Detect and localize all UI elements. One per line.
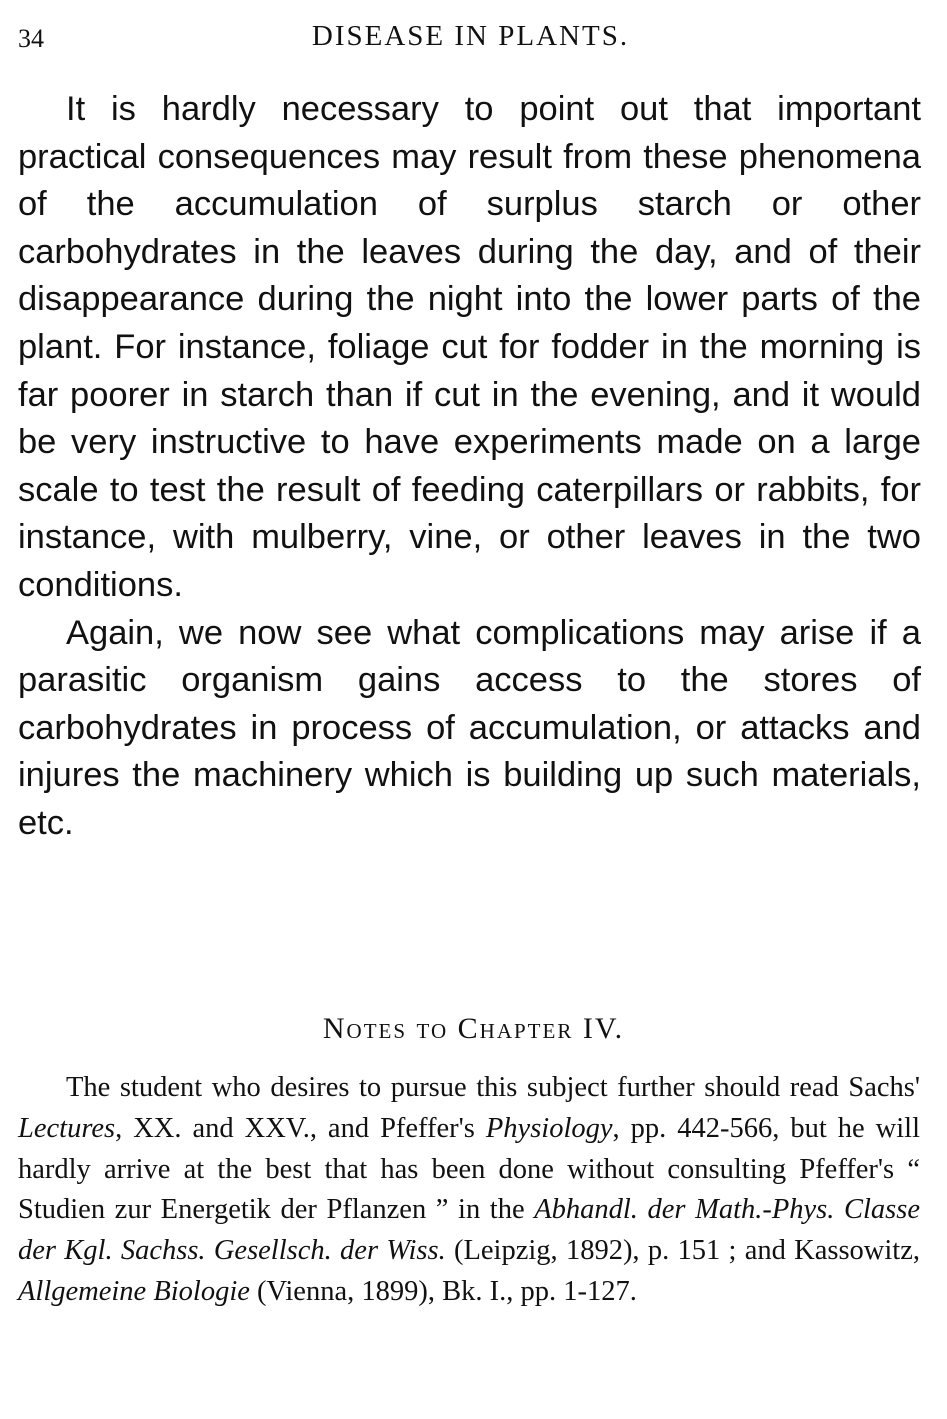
notes-text-3: , pp. 442-566, but he will hardly arrive at the best that has been done without consulting Pfeffer's “ Studien zur Energetik der Pflanzen ” in the (18, 1112, 920, 1226)
citation-abhandl: Abhandl. der Math.-Phys. Classe der Kgl. Sachss. Gesellsch. der Wiss. (18, 1194, 920, 1267)
notes-heading: Notes to Chapter IV. (322, 1012, 625, 1045)
body-paragraph-2: Again, we now see what complications may arise if a parasitic organism gains access to the stores of carbohydrates in process of accumulation, or attacks and injures the machinery which is building up such materials, etc. (18, 613, 921, 842)
citation-allgemeine-biologie: Allgemeine Biologie (18, 1275, 250, 1307)
notes-section (18, 1068, 920, 1313)
notes-text-4: (Leipzig, 1892), p. 151 ; and Kassowitz, (445, 1235, 921, 1267)
notes-paragraph (18, 1068, 920, 1313)
notes-text-1: The student who desires to pursue this subject further should read Sachs' (66, 1072, 920, 1103)
running-head: DISEASE IN PLANTS. (311, 20, 630, 52)
body-text (18, 86, 921, 848)
notes-text-5: (Vienna, 1899), Bk. I., pp. 1-127. (249, 1275, 637, 1307)
page-header (18, 18, 923, 58)
citation-physiology: Physiology (485, 1112, 613, 1144)
page-number: 34 (18, 24, 44, 53)
body-paragraph-1: It is hardly necessary to point out that important practical consequences may result from these phenomena of the accumulation of surplus starch or other carbohydrates in the leaves during the day, and of their disappearance during the night into the lower parts of the plant. For instance, foliage cut for fodder in the morning is far poorer in starch than if cut in the evening, and it would be very instructive to have experiments made on a large scale to test the result of feeding caterpillars or rabbits, for instance, with mulberry, vine, or other leaves in the two conditions. (18, 90, 921, 604)
notes-text-2: , XX. and XXV., and Pfeffer's (115, 1112, 486, 1144)
citation-lectures: Lectures (18, 1112, 116, 1144)
